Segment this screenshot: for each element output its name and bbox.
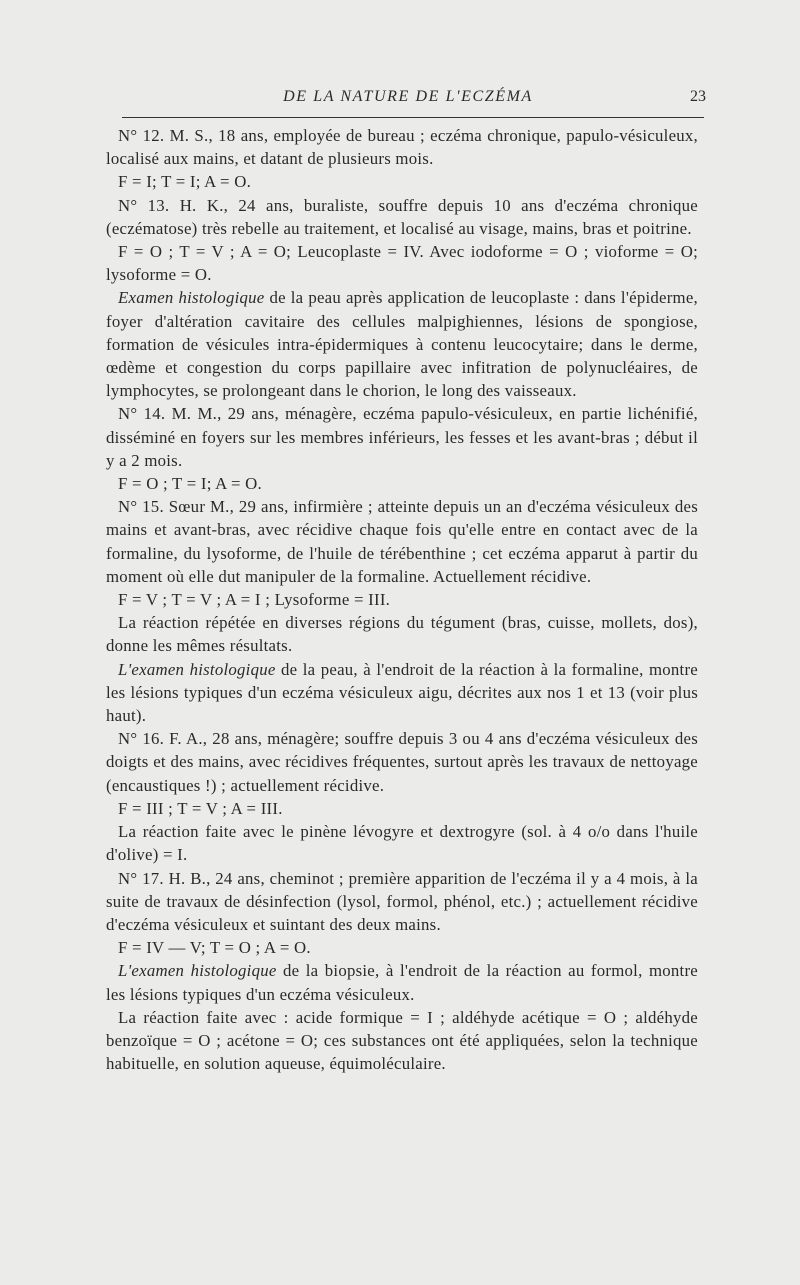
header-rule: [122, 117, 704, 118]
case-15-histology: [106, 658, 698, 728]
histology-heading: L'examen histologique: [118, 961, 277, 981]
case-17-results: F = IV — V; T = O ; A = O.: [118, 938, 311, 958]
case-15-repeat: La réaction répétée en diverses régions du tégument (bras, cuisse, mollets, dos), donne les mêmes résultats.: [106, 613, 698, 656]
running-title: DE LA NATURE DE L'ECZÉMA: [283, 88, 533, 105]
case-12-description: N° 12. M. S., 18 ans, employée de bureau ; eczéma chronique, papulo-vésiculeux, localisé aux mains, et datant de plusieurs mois.: [106, 126, 698, 169]
case-15-description: N° 15. Sœur M., 29 ans, infirmière ; atteinte depuis un an d'eczéma vésiculeux des mains et avant-bras, avec récidive chaque fois qu'elle entre en contact avec de la formaline, du lysoforme, de l'huile de térébenthine ; cet eczéma apparut à partir du moment où elle dut manipuler de la formaline. Actuellement récidive.: [106, 497, 698, 586]
case-16-results: F = III ; T = V ; A = III.: [118, 798, 283, 818]
histology-heading: L'examen histologique: [118, 659, 276, 679]
page-number: 23: [690, 88, 706, 105]
case-13-results: F = O ; T = V ; A = O; Leucoplaste = IV. Avec iodoforme = O ; vioforme = O; lysoforme = O.: [106, 242, 698, 285]
histology-heading: Examen histologique: [118, 288, 265, 308]
case-17-reactions: La réaction faite avec : acide formique = I ; aldéhyde acétique = O ; aldéhyde benzoïque = O ; acétone = O; ces substances ont été appliquées, selon la technique habituelle, en solution aqueuse, équimoléculaire.: [106, 1007, 698, 1074]
case-14-description: N° 14. M. M., 29 ans, ménagère, eczéma papulo-vésiculeux, en partie lichénifié, disséminé en foyers sur les membres inférieurs, les fesses et les avant-bras ; début il y a 2 mois.: [106, 404, 698, 470]
running-header: [108, 84, 708, 110]
case-13-description: N° 13. H. K., 24 ans, buraliste, souffre depuis 10 ans d'eczéma chronique (eczématose) très rebelle au traitement, et localisé au visage, mains, bras et poitrine.: [106, 195, 698, 238]
case-16-description: N° 16. F. A., 28 ans, ménagère; souffre depuis 3 ou 4 ans d'eczéma vésiculeux des doigts et des mains, avec récidives fréquentes, surtout après les travaux de nettoyage (encaustiques !) ; actuellement récidive.: [106, 729, 698, 795]
case-12-results: F = I; T = I; A = O.: [118, 172, 252, 192]
histology-text: de la biopsie, à l'endroit de la réaction au formol, montre les lésions typiques d'un eczéma vésiculeux.: [106, 961, 698, 1004]
case-15-results: F = V ; T = V ; A = I ; Lysoforme = III.: [118, 590, 391, 610]
case-17-description: N° 17. H. B., 24 ans, cheminot ; première apparition de l'eczéma il y a 4 mois, à la suite de travaux de désinfection (lysol, formol, phénol, etc.) ; actuellement récidive d'eczéma vésiculeux et suintant des deux mains.: [106, 868, 698, 934]
case-17-histology: [106, 959, 698, 1005]
case-13-histology: [106, 286, 698, 402]
histology-text: de la peau après application de leucoplaste : dans l'épiderme, foyer d'altération cavitaire des cellules malpighiennes, lésions de spongiose, formation de vésicules intra-épidermiques à contenu leucocytaire; dans le derme, œdème et congestion du corps papillaire avec infitration de polynucléaires, de lymphocytes, se prolongeant dans le chorion, le long des vaisseaux.: [106, 288, 698, 401]
case-14-results: F = O ; T = I; A = O.: [118, 474, 262, 494]
page-body: [106, 124, 698, 1075]
histology-text: de la peau, à l'endroit de la réaction à la formaline, montre les lésions typiques d'un eczéma vésiculeux aigu, décrites aux nos 1 et 13 (voir plus haut).: [106, 659, 699, 726]
case-16-pinene: La réaction faite avec le pinène lévogyre et dextrogyre (sol. à 4 o/o dans l'huile d'olive) = I.: [106, 822, 698, 865]
